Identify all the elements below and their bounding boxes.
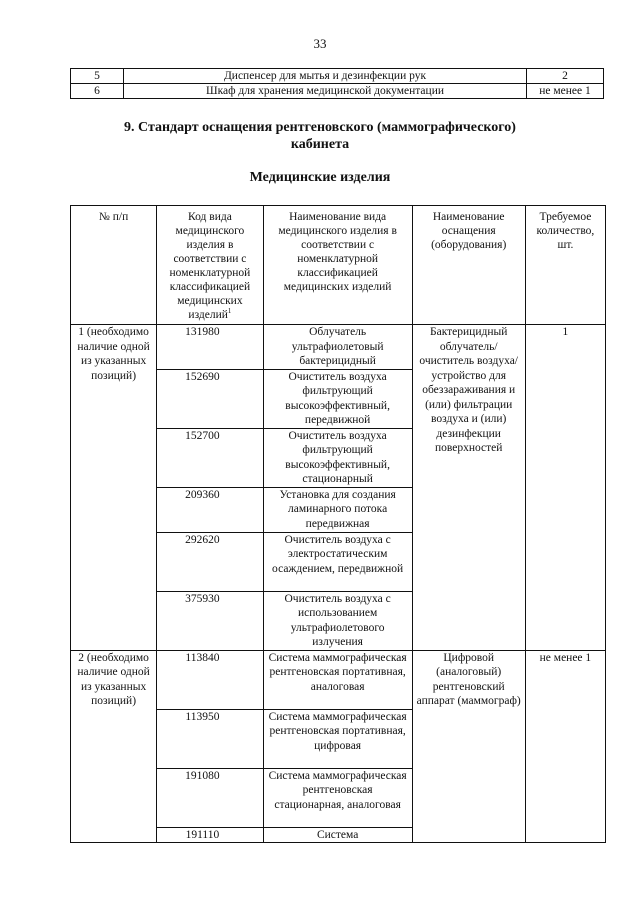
continuation-table	[70, 68, 604, 99]
item-quantity: не менее 1	[527, 84, 604, 99]
device-code: 292620	[157, 532, 264, 591]
page-number: 33	[313, 36, 327, 51]
device-code: 375930	[157, 591, 264, 650]
item-quantity: 2	[527, 69, 604, 84]
device-name: Система маммографическая рентгеновская стационарная, аналоговая	[263, 768, 412, 827]
equipment-name: Бактерицидный облучатель/ очиститель воздуха/ устройство для обеззараживания и (или) фильтрации воздуха и (или) дезинфекции поверхностей	[412, 325, 525, 651]
section-title	[0, 119, 640, 153]
device-code: 152700	[157, 428, 264, 487]
section-title-line1: 9. Стандарт оснащения рентгеновского (маммографического)	[124, 120, 516, 135]
device-name: Очиститель воздуха с использованием ультрафиолетового излучения	[263, 591, 412, 650]
device-name: Система маммографическая рентгеновская портативная, цифровая	[263, 709, 412, 768]
table-row	[71, 69, 604, 84]
section-title-line2: кабинета	[290, 137, 350, 152]
device-name: Система	[263, 827, 412, 843]
equipment-table	[70, 205, 606, 843]
table-row	[71, 325, 606, 370]
device-code: 152690	[157, 369, 264, 428]
equipment-name: Цифровой (аналоговый) рентгеновский аппарат (маммограф)	[412, 650, 525, 843]
row-number: 6	[71, 84, 124, 99]
device-code: 191110	[157, 827, 264, 843]
required-quantity: 1	[525, 325, 605, 651]
table-row	[71, 650, 606, 709]
device-name: Установка для создания ламинарного потока передвижная	[263, 487, 412, 532]
header-number: № п/п	[71, 206, 157, 325]
header-equipment: Наименование оснащения (оборудования)	[412, 206, 525, 325]
header-code	[157, 206, 264, 325]
footnote-marker: 1	[227, 307, 232, 316]
section-subtitle: Медицинские изделия	[249, 170, 391, 185]
device-name: Очиститель воздуха с электростатическим осаждением, передвижной	[263, 532, 412, 591]
device-code: 191080	[157, 768, 264, 827]
device-name: Облучатель ультрафиолетовый бактерицидный	[263, 325, 412, 370]
table-row	[71, 84, 604, 99]
device-code: 113950	[157, 709, 264, 768]
header-code-text: Код вида медицинского изделия в соответствии с номенклатурной классификацией медицинских изделий	[169, 211, 251, 321]
header-name: Наименование вида медицинского изделия в соответствии с номенклатурной классификацией медицинских изделий	[263, 206, 412, 325]
header-quantity: Требуемое количество, шт.	[525, 206, 605, 325]
device-code: 113840	[157, 650, 264, 709]
device-name: Очиститель воздуха фильтрующий высокоэффективный, передвижной	[263, 369, 412, 428]
item-name: Диспенсер для мытья и дезинфекции рук	[124, 69, 527, 84]
table-header-row	[71, 206, 606, 325]
group-number: 2 (необходимо наличие одной из указанных позиций)	[71, 650, 157, 843]
device-code: 131980	[157, 325, 264, 370]
device-name: Система маммографическая рентгеновская портативная, аналоговая	[263, 650, 412, 709]
device-name: Очиститель воздуха фильтрующий высокоэффективный, стационарный	[263, 428, 412, 487]
device-code: 209360	[157, 487, 264, 532]
item-name: Шкаф для хранения медицинской документации	[124, 84, 527, 99]
row-number: 5	[71, 69, 124, 84]
required-quantity: не менее 1	[525, 650, 605, 843]
group-number: 1 (необходимо наличие одной из указанных позиций)	[71, 325, 157, 651]
